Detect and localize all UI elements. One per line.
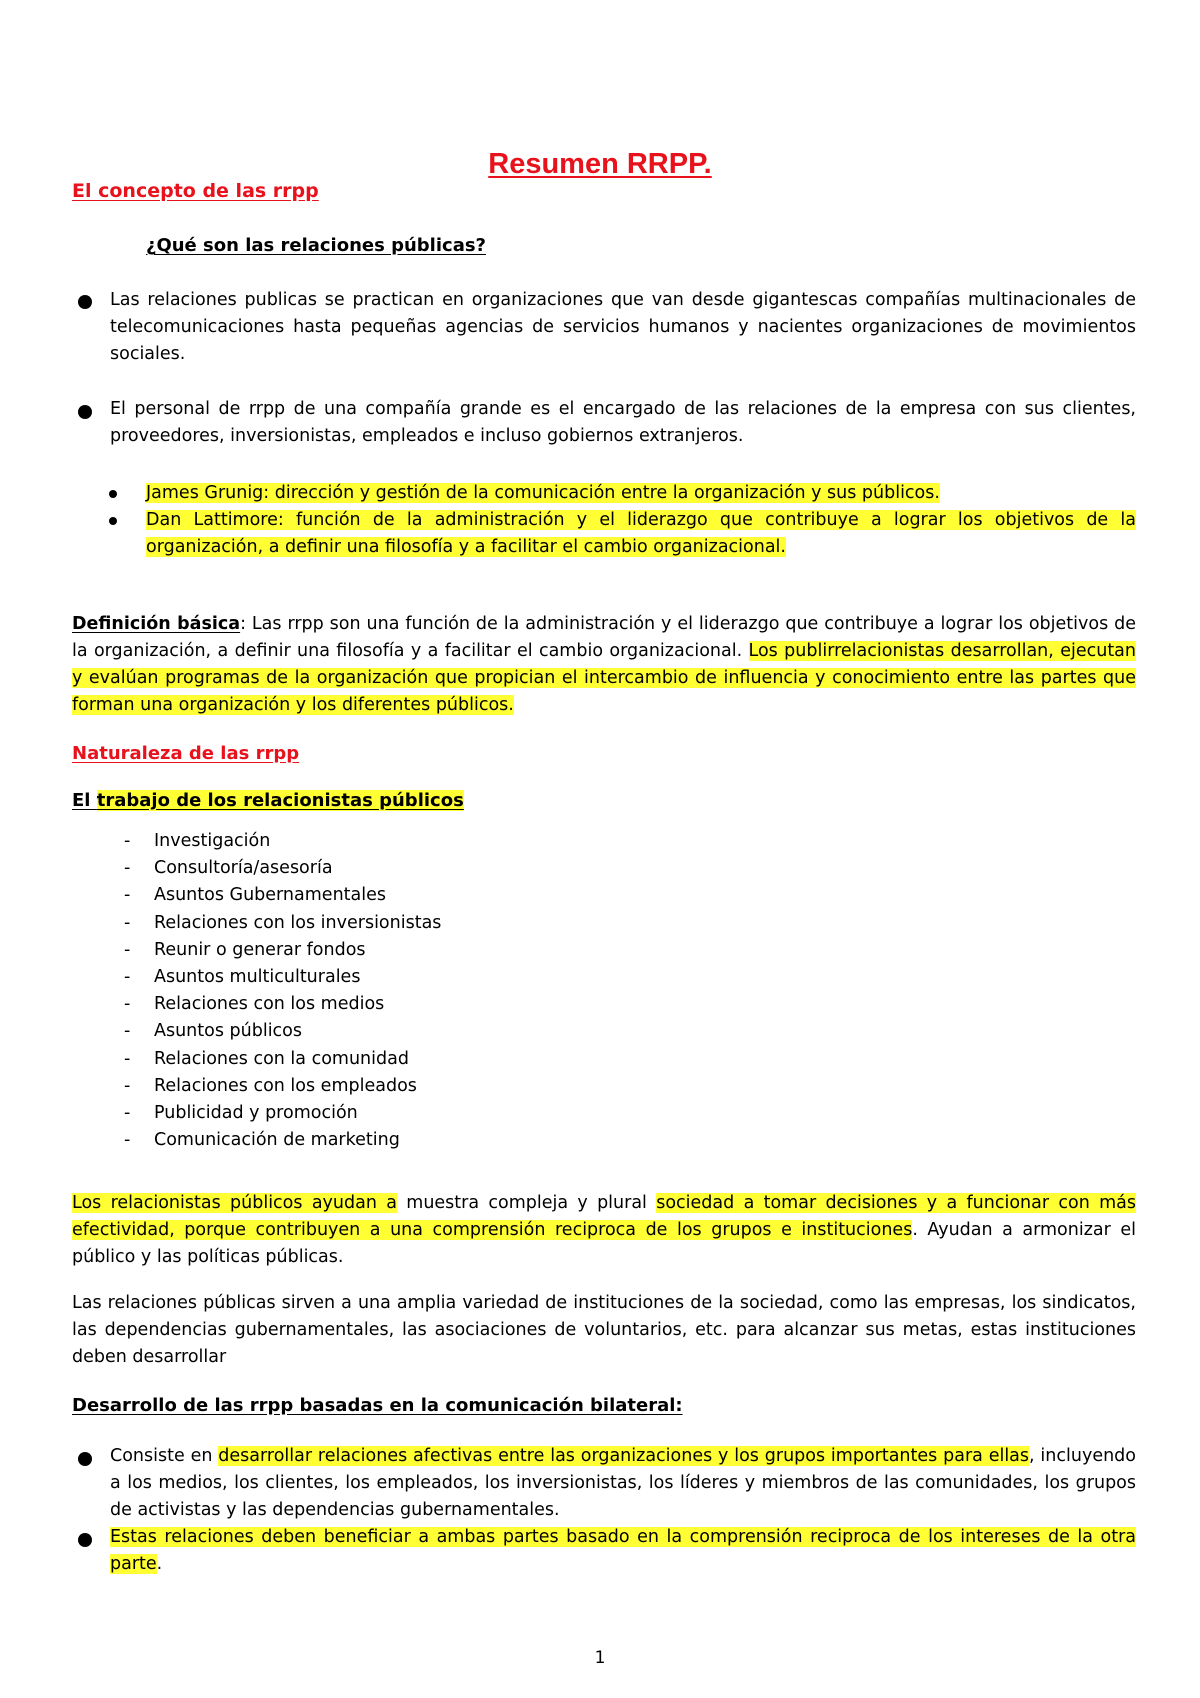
- paragraph-instituciones: Las relaciones públicas sirven a una amplia variedad de instituciones de la sociedad, como las empresas, los sindicatos, las dependencias gubernamentales, las asociaciones de voluntarios, etc. para alcanzar sus metas, estas instituciones deben desarrollar: [72, 1293, 1136, 1367]
- paragraph-relacionistas: [72, 1190, 1136, 1271]
- bullet-icon: [78, 1452, 92, 1466]
- highlighted-text: Los relacionistas públicos ayudan a: [72, 1193, 397, 1213]
- work-heading-highlight: trabajo de los relacionistas públicos: [96, 790, 464, 811]
- sub-bullet-paragraph: [146, 507, 1136, 561]
- list-item: - Asuntos Gubernamentales: [124, 882, 441, 909]
- definition-colon: :: [240, 614, 246, 634]
- section-heading-naturaleza: Naturaleza de las rrpp: [72, 743, 300, 764]
- highlighted-text: Los publirrelacionistas desarrollan, ejecutan y evalúan programas de la organización que propician el intercambio de influencia y conocimiento entre las partes que forman una organización y los diferentes públicos.: [72, 641, 1136, 715]
- sub-bullet-paragraph: [146, 480, 1136, 507]
- bullet-icon: [78, 405, 92, 419]
- bullet-paragraph: [110, 1524, 1136, 1578]
- work-list: [124, 828, 441, 1154]
- list-item: - Asuntos públicos: [124, 1018, 441, 1045]
- document-title: Resumen RRPP.: [488, 148, 712, 180]
- list-item: - Asuntos multiculturales: [124, 964, 441, 991]
- list-item: - Investigación: [124, 828, 441, 855]
- definition-paragraph: [72, 611, 1136, 719]
- list-item: - Relaciones con los medios: [124, 991, 441, 1018]
- definition-text: Las rrpp son una función de la administración y el liderazgo que contribuye a lograr los objetivos de la organización, a definir una filosofía y a facilitar el cambio organizacional.: [72, 614, 1137, 661]
- highlighted-text: sociedad a tomar decisiones y a funcionar con más efectividad, porque contribuyen a una comprensión reciproca de los grupos e instituciones: [72, 1193, 1136, 1240]
- question-heading: ¿Qué son las relaciones públicas?: [146, 235, 486, 256]
- plain-text: muestra compleja y plural: [396, 1193, 657, 1213]
- highlighted-text: Estas relaciones deben beneficiar a ambas partes basado en la comprensión reciproca de los intereses de la otra parte: [110, 1527, 1136, 1574]
- page-number: 1: [594, 1648, 606, 1668]
- bullet-paragraph: Las relaciones publicas se practican en organizaciones que van desde gigantescas compañías multinacionales de telecomunicaciones hasta pequeñas agencias de servicios humanos y nacientes organizaciones de movimientos sociales.: [110, 290, 1136, 364]
- bullet-icon: [78, 1533, 92, 1547]
- highlighted-text: James Grunig: dirección y gestión de la comunicación entre la organización y sus públicos.: [146, 483, 940, 503]
- list-item: - Publicidad y promoción: [124, 1100, 441, 1127]
- sub-bullet-icon: [109, 490, 117, 498]
- section-heading-concepto: El concepto de las rrpp: [72, 180, 319, 202]
- work-heading-prefix: El: [72, 790, 97, 811]
- list-item: - Relaciones con la comunidad: [124, 1046, 441, 1073]
- definition-label: Definición básica: [72, 614, 241, 634]
- highlighted-text: desarrollar relaciones afectivas entre las organizaciones y los grupos importantes para ellas: [218, 1446, 1030, 1466]
- list-item: - Relaciones con los inversionistas: [124, 910, 441, 937]
- sub-bullet-icon: [109, 517, 117, 525]
- highlighted-text: Dan Lattimore: función de la administración y el liderazgo que contribuye a lograr los objetivos de la organización, a definir una filosofía y a facilitar el cambio organizacional.: [146, 510, 1136, 557]
- work-heading: [72, 790, 464, 811]
- plain-text: , incluyendo a los medios, los clientes, los empleados, los inversionistas, los líderes y miembros de las comunidades, los grupos de activistas y las dependencias gubernamentales.: [110, 1446, 1136, 1520]
- plain-text: . Ayudan a armonizar el público y las políticas públicas.: [72, 1220, 1136, 1267]
- list-item: - Consultoría/asesoría: [124, 855, 441, 882]
- list-item: - Reunir o generar fondos: [124, 937, 441, 964]
- plain-text: Consiste en: [110, 1446, 219, 1466]
- plain-text: .: [156, 1554, 163, 1574]
- bullet-paragraph: [110, 1443, 1136, 1524]
- list-item: - Comunicación de marketing: [124, 1127, 441, 1154]
- bullet-paragraph: El personal de rrpp de una compañía grande es el encargado de las relaciones de la empresa con sus clientes, proveedores, inversionistas, empleados e incluso gobiernos extranjeros.: [110, 399, 1136, 446]
- list-item: - Relaciones con los empleados: [124, 1073, 441, 1100]
- section-heading-desarrollo: Desarrollo de las rrpp basadas en la comunicación bilateral:: [72, 1395, 683, 1416]
- bullet-icon: [78, 295, 92, 309]
